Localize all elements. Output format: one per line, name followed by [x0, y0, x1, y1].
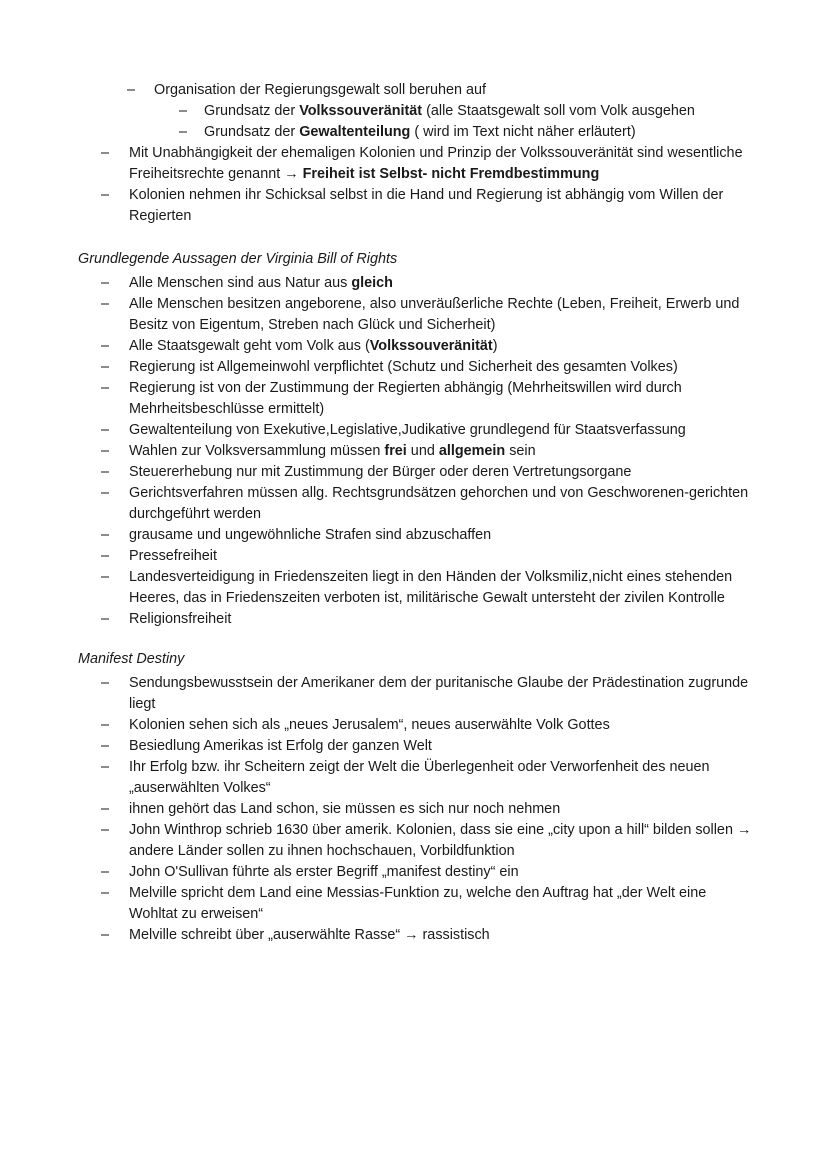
list-item-text: Organisation der Regierungsgewalt soll beruhen auf — [154, 82, 486, 98]
list-item-text: (alle Staatsgewalt soll vom Volk ausgehen — [422, 103, 695, 119]
manifest-list — [78, 673, 758, 946]
list-item — [78, 462, 758, 483]
list-item — [78, 143, 758, 185]
list-item-text: Grundsatz der — [204, 124, 300, 140]
list-item — [78, 483, 758, 525]
list-item — [78, 820, 758, 862]
list-item-text: Besiedlung Amerikas ist Erfolg der ganzen Welt — [129, 738, 432, 754]
list-item — [78, 185, 758, 227]
list-item-text: Steuererhebung nur mit Zustimmung der Bürger oder deren Vertretungsorgane — [129, 464, 632, 480]
list-item-text: sein — [505, 443, 536, 459]
document-content — [78, 80, 758, 946]
list-item-bold: Gewaltenteilung — [299, 124, 411, 140]
list-item-text: Landesverteidigung in Friedenszeiten liegt in den Händen der Volksmiliz,nicht eines stehenden Heeres, das in Friedenszeiten verboten ist, militärische Gewalt untersteht der zivilen Kontrolle — [129, 569, 733, 606]
list-item — [78, 294, 758, 336]
list-item — [78, 122, 758, 143]
list-item-text: ) — [492, 338, 498, 354]
list-item — [78, 609, 758, 630]
intro-list — [78, 143, 758, 227]
list-item-text: Pressefreiheit — [129, 548, 217, 564]
list-item-text: Regierung ist von der Zustimmung der Regierten abhängig (Mehrheitswillen wird durch Mehrheitsbeschlüsse ermittelt) — [129, 380, 682, 417]
list-item — [78, 715, 758, 736]
list-item — [78, 567, 758, 609]
list-item-text: grausame und ungewöhnliche Strafen sind abzuschaffen — [129, 527, 492, 543]
list-item — [78, 925, 758, 946]
list-item-text: Grundsatz der — [204, 103, 300, 119]
list-item-text: Melville spricht dem Land eine Messias-Funktion zu, welche den Auftrag hat „der Welt eine Wohltat zu erweisen“ — [129, 885, 707, 922]
list-item-text: Gewaltenteilung von Exekutive,Legislative,Judikative grundlegend für Staatsverfassung — [129, 422, 686, 438]
intro-sublist — [78, 80, 758, 101]
list-item-text: Alle Staatsgewalt geht vom Volk aus ( — [129, 338, 370, 354]
list-item — [78, 378, 758, 420]
list-item — [78, 357, 758, 378]
list-item-text: Wahlen zur Volksversammlung müssen — [129, 443, 385, 459]
list-item-text: Ihr Erfolg bzw. ihr Scheitern zeigt der Welt die Überlegenheit oder Verworfenheit des neuen „auserwählten Volkes“ — [129, 759, 710, 796]
list-item-text: Kolonien sehen sich als „neues Jerusalem“, neues auserwählte Volk Gottes — [129, 717, 610, 733]
list-item — [78, 101, 758, 122]
list-item-text: Alle Menschen sind aus Natur aus — [129, 275, 352, 291]
list-item-text: John Winthrop schrieb 1630 über amerik. Kolonien, dass sie eine „city upon a hill“ bilden sollen → andere Länder sollen zu ihnen hochschauen, Vorbildfunktion — [129, 822, 752, 859]
list-item-text: Gerichtsverfahren müssen allg. Rechtsgrundsätzen gehorchen und von Geschworenen-gerichten durchgeführt werden — [129, 485, 749, 522]
list-item — [78, 273, 758, 294]
list-item-text: Religionsfreiheit — [129, 611, 232, 627]
list-item — [78, 799, 758, 820]
section-heading-manifest: Manifest Destiny — [78, 651, 185, 667]
list-item — [78, 883, 758, 925]
list-item-text: ( wird im Text nicht näher erläutert) — [410, 124, 636, 140]
list-item — [78, 736, 758, 757]
list-item-bold: gleich — [351, 275, 393, 291]
list-item — [78, 525, 758, 546]
intro-subsublist — [78, 101, 758, 143]
list-item — [78, 757, 758, 799]
list-item-text: Mit Unabhängigkeit der ehemaligen Kolonien und Prinzip der Volkssouveränität sind wesentliche Freiheitsrechte genannt → — [129, 145, 743, 182]
list-item-text: und — [406, 443, 439, 459]
section-heading-virginia: Grundlegende Aussagen der Virginia Bill of Rights — [78, 251, 398, 267]
list-item — [78, 862, 758, 883]
list-item-text: Sendungsbewusstsein der Amerikaner dem der puritanische Glaube der Prädestination zugrunde liegt — [129, 675, 749, 712]
list-item-bold: frei — [384, 443, 407, 459]
list-item — [78, 80, 758, 101]
list-item — [78, 546, 758, 567]
list-item — [78, 336, 758, 357]
list-item-text: Kolonien nehmen ihr Schicksal selbst in die Hand und Regierung ist abhängig vom Willen der Regierten — [129, 187, 724, 224]
list-item-text: Alle Menschen besitzen angeborene, also unveräußerliche Rechte (Leben, Freiheit, Erwerb und Besitz von Eigentum, Streben nach Glück und Sicherheit) — [129, 296, 740, 333]
list-item-bold: Volkssouveränität — [369, 338, 493, 354]
virginia-list — [78, 273, 758, 630]
list-item-text: Regierung ist Allgemeinwohl verpflichtet (Schutz und Sicherheit des gesamten Volkes) — [129, 359, 678, 375]
list-item — [78, 441, 758, 462]
list-item-text: John O'Sullivan führte als erster Begriff „manifest destiny“ ein — [129, 864, 519, 880]
list-item-text: ihnen gehört das Land schon, sie müssen es sich nur noch nehmen — [129, 801, 561, 817]
list-item-bold: allgemein — [438, 443, 506, 459]
list-item — [78, 673, 758, 715]
list-item-bold: Freiheit ist Selbst- nicht Fremdbestimmung — [302, 166, 600, 182]
list-item — [78, 420, 758, 441]
list-item-text: Melville schreibt über „auserwählte Rasse“ → rassistisch — [129, 927, 490, 943]
list-item-bold: Volkssouveränität — [299, 103, 423, 119]
